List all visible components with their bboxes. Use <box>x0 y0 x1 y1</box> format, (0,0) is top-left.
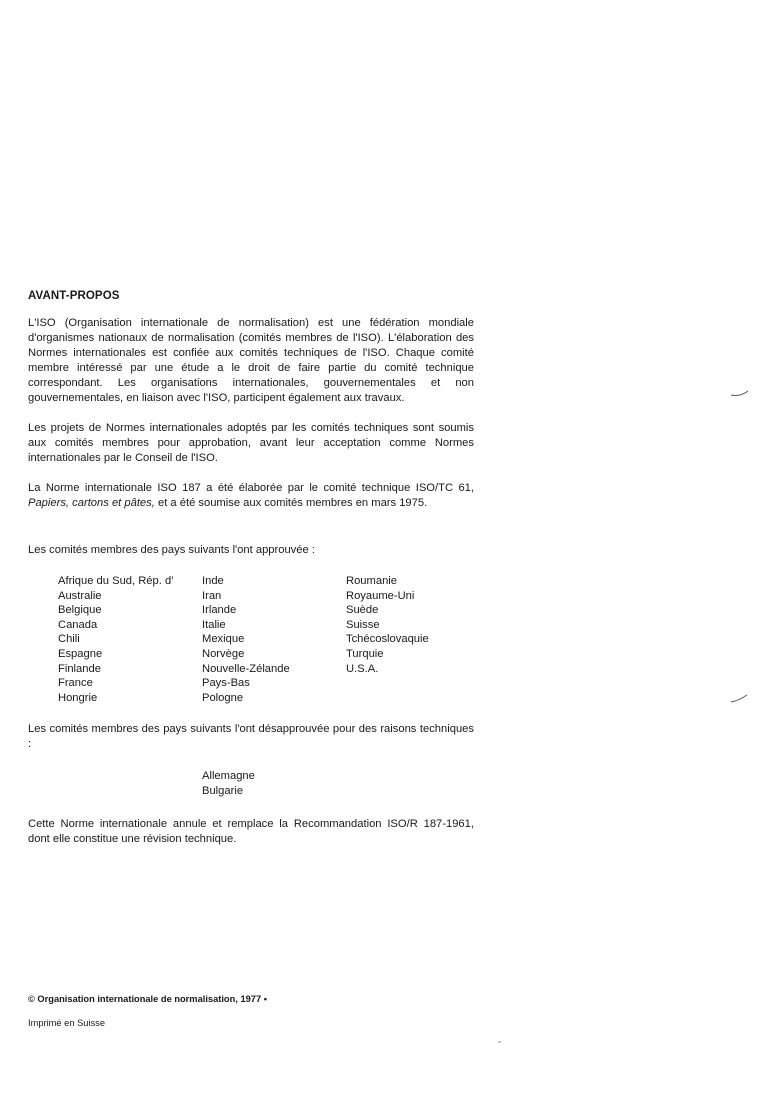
copyright-notice: © Organisation internationale de normalisation, 1977 • <box>28 994 267 1004</box>
approved-country: Norvège <box>202 647 245 660</box>
margin-scan-mark <box>730 388 750 398</box>
disapproved-countries <box>202 769 255 799</box>
approved-country: Belgique <box>58 604 102 617</box>
approved-country: Pays-Bas <box>202 677 250 690</box>
approved-country: Royaume-Uni <box>346 589 415 602</box>
foreword-paragraph-standard-origin <box>28 481 474 511</box>
approved-country: Inde <box>202 575 224 587</box>
approved-country: Tchécoslovaquie <box>346 633 429 646</box>
approved-country: Espagne <box>58 647 103 660</box>
approved-country: Mexique <box>202 633 245 646</box>
approved-country: Roumanie <box>346 575 397 587</box>
approved-country: Afrique du Sud, Rép. d' <box>58 575 174 587</box>
approved-country: U.S.A. <box>346 662 379 675</box>
disapproved-country: Bulgarie <box>202 785 244 797</box>
foreword-paragraph-iso-description: L'ISO (Organisation internationale de normalisation) est une fédération mondiale d'organismes nationaux de normalisation (comités membres de l'ISO). L'élaboration des Normes internationales est confiée aux comités techniques de l'ISO. Chaque comité membre intéressé par une étude a le droit de faire partie du comité technique correspondant. Les organisations internationales, gouvernementales et non gouvernementales, en liaison avec l'ISO, participent également aux travaux. <box>28 317 474 404</box>
standard-origin-text-end: et a été soumise aux comités membres en mars 1975. <box>154 497 428 509</box>
approved-country: Turquie <box>346 647 384 660</box>
approved-country: Iran <box>202 589 222 602</box>
disapproved-intro: Les comités membres des pays suivants l'ont désapprouvée pour des raisons techniques : <box>28 723 474 750</box>
replacement-note: Cette Norme internationale annule et remplace la Recommandation ISO/R 187-1961, dont elle constitue une révision technique. <box>28 818 474 845</box>
approved-country: Finlande <box>58 662 101 675</box>
approved-country: Hongrie <box>58 691 98 704</box>
margin-scan-mark <box>730 693 750 705</box>
foreword-heading: AVANT-PROPOS <box>28 290 120 302</box>
approved-country: France <box>58 677 93 690</box>
disapproved-country: Allemagne <box>202 770 255 782</box>
standard-origin-text: La Norme internationale ISO 187 a été élaborée par le comité technique ISO/TC 61, <box>28 482 474 494</box>
scan-speck <box>497 1040 503 1044</box>
approved-country: Suède <box>346 604 379 617</box>
approved-country: Suisse <box>346 618 380 631</box>
approved-intro: Les comités membres des pays suivants l'ont approuvée : <box>28 544 315 556</box>
printed-in-notice: Imprimé en Suisse <box>28 1018 105 1028</box>
foreword-paragraph-approval-process: Les projets de Normes internationales adoptés par les comités techniques sont soumis aux comités membres pour approbation, avant leur acceptation comme Normes internationales par le Conseil de l'ISO. <box>28 422 474 464</box>
committee-title: Papiers, cartons et pâtes, <box>28 497 155 509</box>
approved-countries-column-3 <box>346 574 429 676</box>
approved-country: Italie <box>202 618 226 631</box>
approved-countries-column-1 <box>58 574 173 705</box>
approved-country: Pologne <box>202 691 244 704</box>
approved-country: Australie <box>58 589 102 602</box>
approved-country: Chili <box>58 633 80 646</box>
approved-country: Irlande <box>202 604 237 617</box>
approved-country: Nouvelle-Zélande <box>202 662 290 675</box>
approved-country: Canada <box>58 618 98 631</box>
approved-countries-column-2 <box>202 574 290 705</box>
